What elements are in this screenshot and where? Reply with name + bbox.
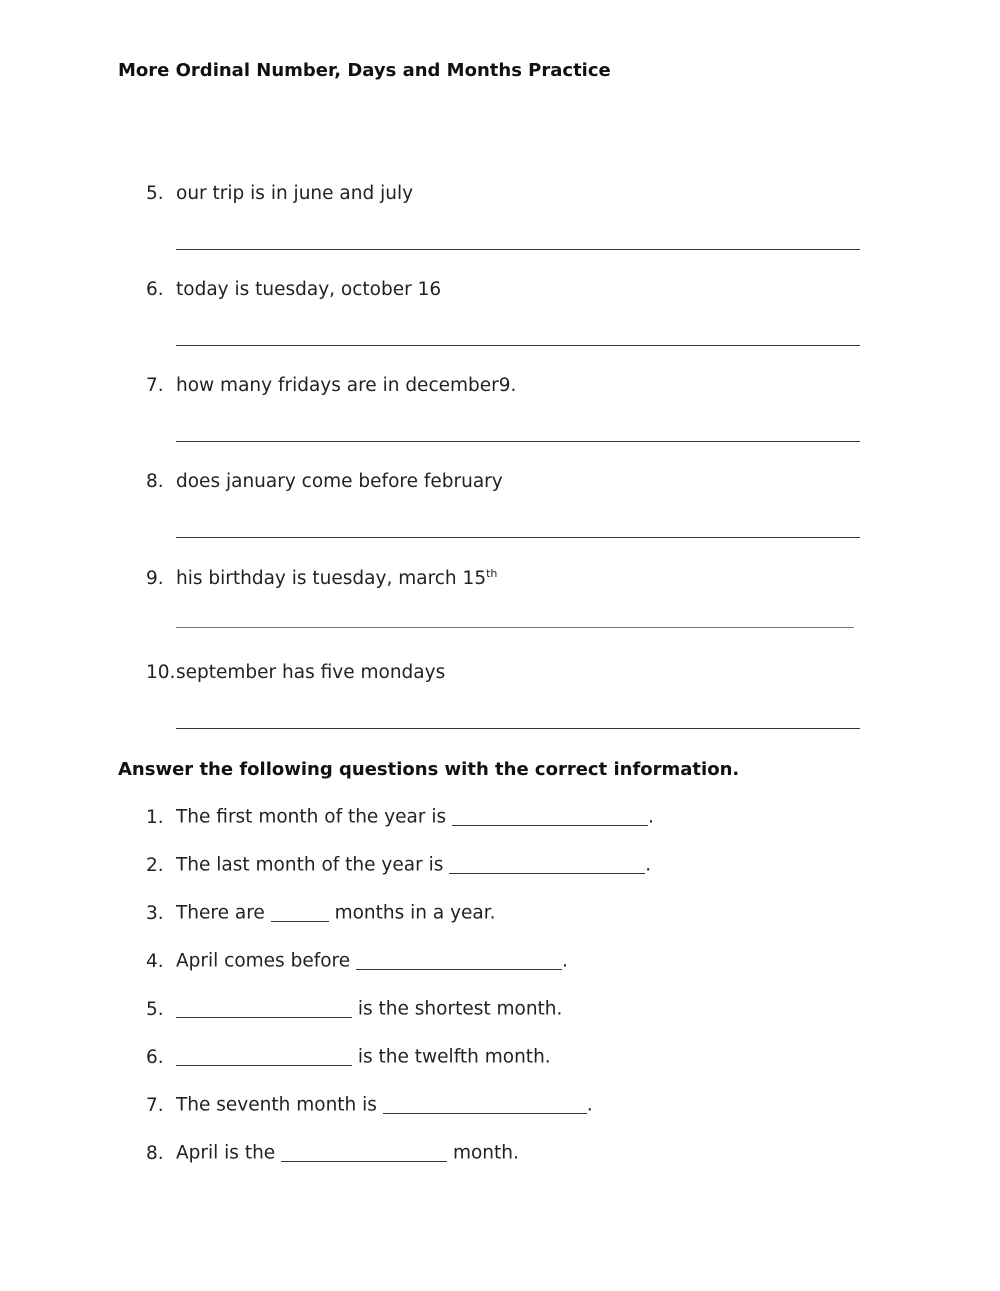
- item-text: our trip is in june and july: [176, 183, 414, 204]
- question-text-after: is the shortest month.: [357, 998, 563, 1020]
- item-text: his birthday is tuesday, march 15: [176, 568, 487, 590]
- item-number: 9.: [146, 568, 164, 590]
- item-number: 5.: [146, 998, 164, 1020]
- item-text: how many fridays are in december9.: [176, 375, 517, 396]
- fill-in-blank[interactable]: [356, 950, 562, 970]
- answer-line[interactable]: [176, 728, 860, 729]
- rewrite-item: [146, 279, 441, 300]
- item-text: today is tuesday, october 16: [176, 279, 442, 300]
- question-item: [146, 950, 568, 972]
- item-number: 8.: [146, 1142, 164, 1164]
- question-text-after: .: [562, 950, 568, 972]
- question-item: [146, 902, 496, 924]
- question-text-after: is the twelfth month.: [357, 1046, 551, 1068]
- question-item: [146, 1142, 519, 1164]
- item-number: 2.: [146, 854, 164, 876]
- question-text-before: The first month of the year is: [176, 806, 447, 828]
- question-text-after: month.: [452, 1142, 519, 1164]
- rewrite-item: [146, 375, 516, 396]
- fill-in-blank[interactable]: [176, 1046, 352, 1066]
- question-text-before: April is the: [176, 1142, 276, 1164]
- rewrite-item: [146, 471, 503, 492]
- fill-in-blank[interactable]: [281, 1142, 447, 1162]
- item-number: 8.: [146, 471, 164, 492]
- fill-in-blank[interactable]: [271, 902, 329, 922]
- fill-in-blank[interactable]: [176, 998, 352, 1018]
- question-text-before: The seventh month is: [176, 1094, 377, 1116]
- item-number: 1.: [146, 806, 164, 828]
- rewrite-item: [146, 567, 497, 589]
- item-text: does january come before february: [176, 471, 503, 492]
- question-text-before: April comes before: [176, 950, 351, 972]
- item-number: 10.: [146, 662, 176, 683]
- item-number: 7.: [146, 375, 164, 396]
- question-text-before: The last month of the year is: [176, 854, 444, 876]
- ordinal-suffix: th: [486, 567, 498, 580]
- item-number: 4.: [146, 950, 164, 972]
- item-number: 7.: [146, 1094, 164, 1116]
- answer-line[interactable]: [176, 441, 860, 442]
- question-text-after: .: [645, 854, 652, 876]
- item-number: 6.: [146, 1046, 164, 1068]
- fill-in-blank[interactable]: [383, 1094, 587, 1114]
- question-item: [146, 1046, 551, 1068]
- item-number: 5.: [146, 183, 164, 204]
- answer-line[interactable]: [176, 537, 860, 538]
- item-text: september has five mondays: [176, 662, 446, 683]
- question-item: [146, 854, 651, 876]
- question-text-after: .: [586, 1094, 593, 1116]
- question-item: [146, 1094, 593, 1116]
- answer-line[interactable]: [176, 249, 860, 250]
- question-item: [146, 806, 654, 828]
- answer-line[interactable]: [176, 345, 860, 346]
- question-text-after: months in a year.: [334, 902, 496, 924]
- item-number: 3.: [146, 902, 164, 924]
- question-item: [146, 998, 562, 1020]
- rewrite-item: [146, 183, 413, 204]
- question-text-after: .: [648, 806, 654, 828]
- item-number: 6.: [146, 279, 164, 300]
- section-heading: Answer the following questions with the correct information.: [118, 759, 740, 780]
- fill-in-blank[interactable]: [449, 854, 645, 874]
- answer-line[interactable]: [176, 627, 854, 628]
- worksheet-title: More Ordinal Number, Days and Months Practice: [118, 60, 611, 81]
- rewrite-item: [146, 662, 445, 683]
- fill-in-blank[interactable]: [452, 806, 648, 826]
- question-text-before: There are: [176, 902, 265, 924]
